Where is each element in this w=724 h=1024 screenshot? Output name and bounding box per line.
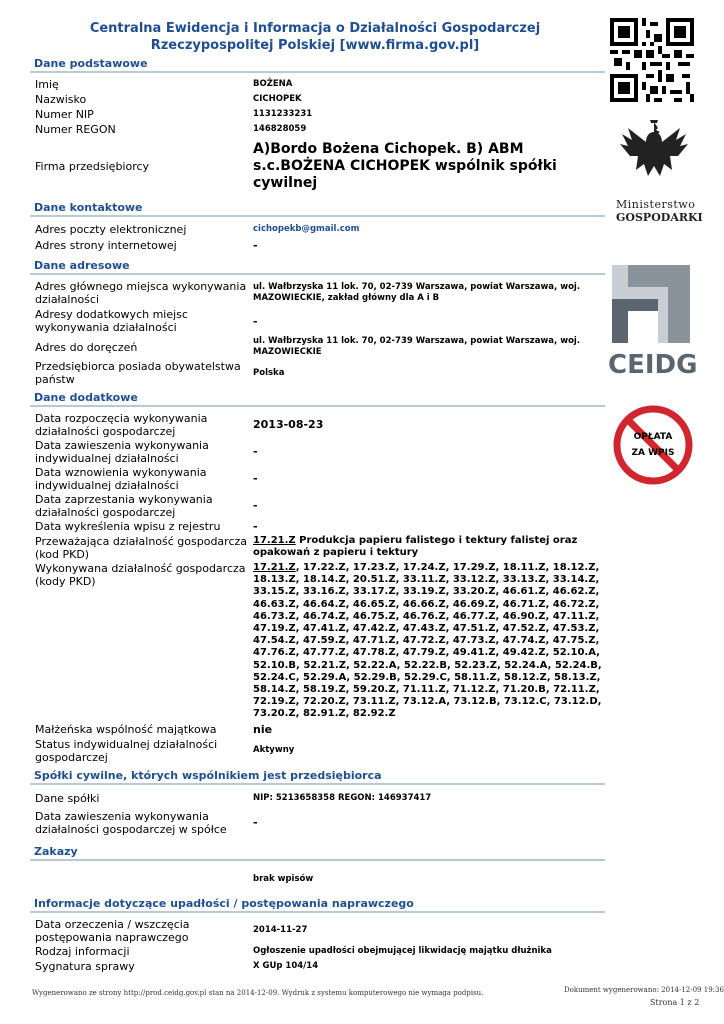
row-status	[30, 737, 605, 765]
section-divider	[30, 859, 605, 861]
row-citizenship	[30, 359, 605, 387]
label: Przeważająca działalność gospodarcza (kod PKD)	[35, 535, 248, 561]
value: -	[253, 472, 258, 485]
row-nip	[30, 107, 605, 122]
label: Rodzaj informacji	[35, 945, 130, 959]
label: Data wznowienia wykonywania indywidualnej działalności	[35, 465, 207, 492]
value: -	[253, 816, 258, 830]
label: Data orzeczenia / wszczęcia postępowania naprawczego	[35, 917, 190, 944]
qr-code-icon	[610, 18, 694, 102]
label: Data zawieszenia wykonywania działalności gospodarczej w spółce	[35, 809, 227, 836]
value: -	[253, 519, 258, 533]
value: CICHOPEK	[253, 94, 302, 104]
row-marital-property	[30, 723, 605, 737]
value: ul. Wałbrzyska 11 lok. 70, 02-739 Warszawa, powiat Warszawa, woj. MAZOWIECKIE, zakład główny dla A i B	[253, 282, 581, 303]
section-divider	[30, 911, 605, 913]
section-title-address: Dane adresowe	[34, 259, 130, 272]
section-title-contact: Dane kontaktowe	[34, 201, 143, 214]
row-first-name	[30, 77, 605, 92]
value: BOŻENA	[253, 79, 293, 89]
ceidg-mark-icon	[608, 265, 694, 345]
label: Nazwisko	[35, 93, 87, 106]
row-resume-date	[30, 465, 605, 492]
document-header	[30, 20, 600, 54]
label: Sygnatura sprawy	[35, 960, 135, 974]
ministry-name-line-1: Ministerstwo	[616, 198, 696, 211]
row-delivery-address	[30, 335, 605, 359]
label: Przedsiębiorca posiada obywatelstwa państw	[35, 360, 241, 386]
row-bans	[30, 865, 605, 895]
main-pkd-code: 17.21.Z	[253, 535, 296, 546]
pkd-first-code: 17.21.Z	[253, 562, 296, 573]
row-website	[30, 237, 605, 253]
value: nie	[253, 723, 273, 737]
label: Data zaprzestania wykonywania działalności gospodarczej	[35, 492, 213, 519]
value: NIP: 5213658358 REGON: 146937417	[253, 793, 432, 804]
row-start-date	[30, 411, 605, 438]
no-fee-icon	[612, 404, 694, 486]
row-pkd-codes	[30, 561, 605, 721]
header-line-2: Rzeczypospolitej Polskiej [www.firma.gov.pl]	[150, 38, 480, 53]
label: Data wykreślenia wpisu z rejestru	[35, 519, 221, 533]
row-additional-address	[30, 307, 605, 335]
value: 146828059	[253, 124, 307, 134]
row-suspend-date	[30, 438, 605, 465]
value: -	[253, 314, 258, 328]
label: Wykonywana działalność gospodarcza (kody PKD)	[35, 562, 246, 588]
ministry-logo	[616, 118, 703, 230]
value: -	[253, 499, 258, 512]
label: Status indywidualnej działalności gospodarczej	[35, 737, 218, 764]
value: brak wpisów	[253, 874, 314, 885]
footer-generated-date: Dokument wygenerowano: 2014-12-09 19:36	[564, 986, 724, 994]
section-divider	[30, 783, 605, 785]
page-number: Strona 1 z 2	[650, 998, 700, 1007]
label: Adresy dodatkowych miejsc wykonywania działalności	[35, 308, 188, 334]
ceidg-logo	[608, 265, 698, 380]
value: ul. Wałbrzyska 11 lok. 70, 02-739 Warszawa, powiat Warszawa, woj. MAZOWIECKIE	[253, 336, 581, 357]
section-divider	[30, 215, 605, 217]
row-main-address	[30, 279, 605, 307]
row-regon	[30, 122, 605, 137]
section-title-additional: Dane dodatkowe	[34, 391, 138, 404]
row-bankruptcy-date	[30, 917, 605, 945]
section-divider	[30, 71, 605, 73]
label: Dane spółki	[35, 792, 100, 806]
label: Data rozpoczęcia wykonywania działalności gospodarczej	[35, 411, 208, 438]
label: Numer REGON	[35, 123, 116, 136]
pkd-codes-list: , 17.22.Z, 17.23.Z, 17.24.Z, 17.29.Z, 18.11.Z, 18.12.Z, 18.13.Z, 18.14.Z, 20.51.Z, 33.11.Z, 33.12.Z, 33.13.Z, 33.14.Z, 33.15.Z, 33.16.Z, 33.17.Z, 33.19.Z, 33.20.Z, 46.61.Z, 46.62.Z, 46.63.Z, 46.64.Z, 46.65.Z, 46.66.Z, 46.69.Z, 46.71.Z, 46.72.Z, 46.73.Z, 46.74.Z, 46.75.Z, 46.76.Z, 46.77.Z, 46.90.Z, 47.11.Z, 47.19.Z, 47.41.Z, 47.42.Z, 47.43.Z, 47.51.Z, 47.52.Z, 47.53.Z, 47.54.Z, 47.59.Z, 47.71.Z, 47.72.Z, 47.73.Z, 47.74.Z, 47.75.Z, 47.76.Z, 47.77.Z, 47.78.Z, 47.79.Z, 49.41.Z, 49.42.Z, 52.10.A, 52.10.B, 52.21.Z, 52.22.A, 52.22.B, 52.23.Z, 52.24.A, 52.24.B, 52.24.C, 52.29.A, 52.29.B, 52.29.C, 58.11.Z, 58.12.Z, 58.13.Z, 58.14.Z, 58.19.Z, 59.20.Z, 71.11.Z, 71.12.Z, 71.20.B, 72.11.Z, 72.19.Z, 72.20.Z, 73.11.Z, 73.12.A, 73.12.B, 73.12.C, 73.12.D, 73.20.Z, 82.91.Z, 82.92.Z	[253, 562, 602, 720]
fee-stamp	[612, 404, 694, 486]
label: Data zawieszenia wykonywania indywidualnej działalności	[35, 438, 209, 465]
row-partnership-data	[30, 789, 605, 809]
row-email	[30, 221, 605, 237]
row-bankruptcy-type	[30, 945, 605, 959]
value: X GUp 104/14	[253, 961, 319, 972]
section-divider	[30, 273, 605, 275]
row-last-name	[30, 92, 605, 107]
stamp-line-1: OPŁATA	[633, 432, 673, 442]
label: Numer NIP	[35, 108, 94, 121]
status-badge: Aktywny	[253, 745, 295, 756]
section-title-partnerships: Spółki cywilne, których wspólnikiem jest przedsiębiorca	[34, 768, 382, 782]
section-divider	[30, 405, 605, 407]
section-title-bankruptcy: Informacje dotyczące upadłości / postępowania naprawczego	[34, 896, 414, 910]
eagle-icon	[616, 118, 692, 190]
footer-note: Wygenerowano ze strony http://prod.ceidg.gov.pl stan na 2014-12-09. Wydruk z systemu komputerowego nie wymaga podpisu.	[32, 989, 484, 997]
document-content	[30, 55, 605, 975]
value	[251, 562, 605, 721]
value: 2014-11-27	[253, 925, 308, 936]
value: 2013-08-23	[253, 418, 324, 431]
value: Ogłoszenie upadłości obejmującej likwidację majątku dłużnika	[253, 946, 552, 957]
row-main-pkd	[30, 533, 605, 561]
label: Adres głównego miejsca wykonywania działalności	[35, 280, 247, 306]
row-company	[30, 137, 605, 195]
email-link[interactable]: cichopekb@gmail.com	[253, 223, 360, 234]
row-deleted-date	[30, 519, 605, 533]
stamp-line-2: ZA WPIS	[631, 448, 675, 458]
header-line-1: Centralna Ewidencja i Informacja o Działalności Gospodarczej	[89, 21, 541, 36]
section-title-basic: Dane podstawowe	[34, 57, 148, 70]
label: Firma przedsiębiorcy	[35, 159, 150, 173]
label: Adres do doręczeń	[35, 340, 138, 354]
section-title-bans: Zakazy	[34, 844, 78, 858]
value: -	[253, 445, 258, 458]
label: Małżeńska wspólność majątkowa	[35, 723, 217, 737]
row-case-signature	[30, 959, 605, 975]
value	[251, 535, 605, 559]
label: Adres strony internetowej	[35, 238, 177, 252]
value: -	[253, 238, 258, 252]
row-end-date	[30, 492, 605, 519]
ministry-name-line-2: GOSPODARKI	[616, 211, 703, 224]
main-pkd-description: Produkcja papieru falistego i tektury falistej oraz opakowań z papieru i tektury	[253, 535, 578, 558]
row-partnership-suspend	[30, 809, 605, 837]
value: A)Bordo Bożena Cichopek. B) ABM s.c.BOŻENA CICHOPEK wspólnik spółki cywilnej	[253, 140, 557, 191]
label: Imię	[35, 78, 59, 91]
value: 1131233231	[253, 109, 313, 119]
ceidg-text: CEIDG	[608, 350, 698, 380]
label: Adres poczty elektronicznej	[35, 222, 187, 236]
value: Polska	[253, 367, 285, 378]
